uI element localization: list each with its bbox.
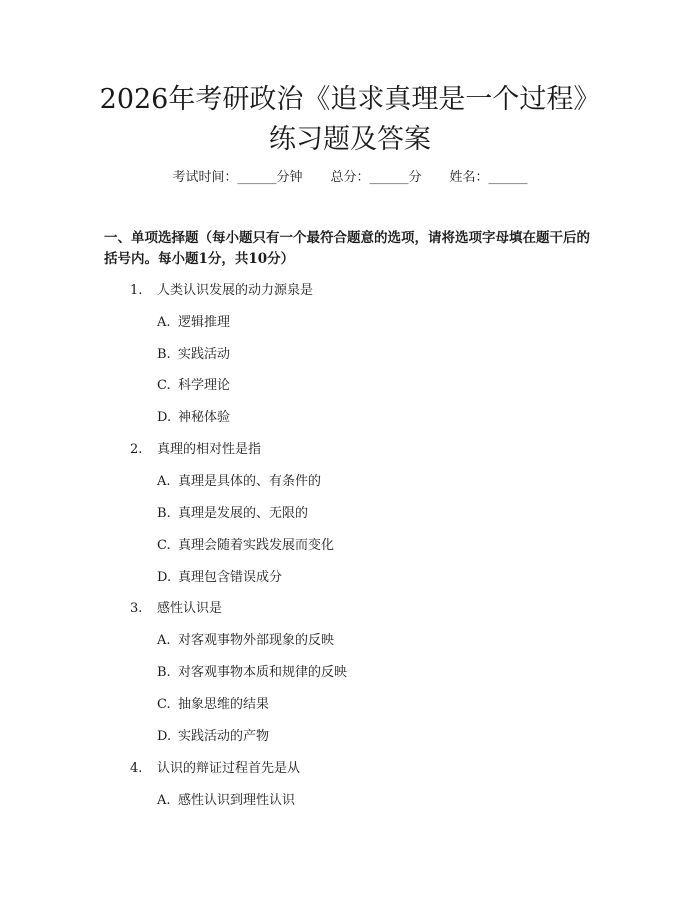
- option-label: A.: [157, 474, 171, 489]
- option-text: 实践活动的产物: [178, 729, 270, 744]
- option-text: 科学理论: [178, 378, 231, 393]
- option-text: 实践活动: [178, 347, 231, 362]
- exam-time-unit: 分钟: [276, 170, 303, 185]
- option-text: 真理是具体的、有条件的: [178, 474, 322, 489]
- option-label: B.: [157, 506, 171, 521]
- total-score-unit: 分: [408, 170, 422, 185]
- name-blank: ______: [488, 170, 528, 185]
- option-label: A.: [157, 315, 171, 330]
- option-text: 真理会随着实践发展而变化: [178, 538, 335, 553]
- option-label: B.: [157, 347, 171, 362]
- question-number: 3.: [130, 601, 143, 616]
- option-text: 对客观事物本质和规律的反映: [178, 665, 348, 680]
- document-title: 2026年考研政治《追求真理是一个过程》练习题及答案: [99, 84, 601, 155]
- section-heading: 一、单项选择题（每小题只有一个最符合题意的选项，请将选项字母填在题干后的括号内。每小题1分，共10分）: [104, 230, 590, 267]
- question-number: 2.: [130, 442, 143, 457]
- option-label: D.: [157, 570, 172, 585]
- option-label: C.: [157, 697, 171, 712]
- option-text: 神秘体验: [178, 410, 231, 425]
- option-label: C.: [157, 538, 171, 553]
- option-label: A.: [157, 633, 171, 648]
- option-label: A.: [157, 793, 171, 808]
- exam-info-line: [0, 168, 700, 188]
- option-text: 抽象思维的结果: [178, 697, 270, 712]
- question-number: 4.: [130, 761, 143, 776]
- option-label: B.: [157, 665, 171, 680]
- total-score-label: 总分：: [330, 170, 370, 185]
- question-text: 真理的相对性是指: [157, 442, 262, 457]
- option-text: 真理包含错误成分: [178, 570, 283, 585]
- name-label: 姓名：: [449, 170, 489, 185]
- option-text: 逻辑推理: [178, 315, 231, 330]
- option-label: D.: [157, 729, 172, 744]
- exam-time-label: 考试时间：: [172, 170, 238, 185]
- question-text: 人类认识发展的动力源泉是: [157, 283, 314, 298]
- question-text: 感性认识是: [157, 601, 223, 616]
- question-number: 1.: [130, 283, 143, 298]
- option-text: 对客观事物外部现象的反映: [178, 633, 335, 648]
- option-text: 感性认识到理性认识: [178, 793, 296, 808]
- option-label: C.: [157, 378, 171, 393]
- total-score-blank: ______: [369, 170, 409, 185]
- question-text: 认识的辩证过程首先是从: [157, 761, 301, 776]
- option-text: 真理是发展的、无限的: [178, 506, 309, 521]
- exam-time-blank: ______: [237, 170, 277, 185]
- option-label: D.: [157, 410, 172, 425]
